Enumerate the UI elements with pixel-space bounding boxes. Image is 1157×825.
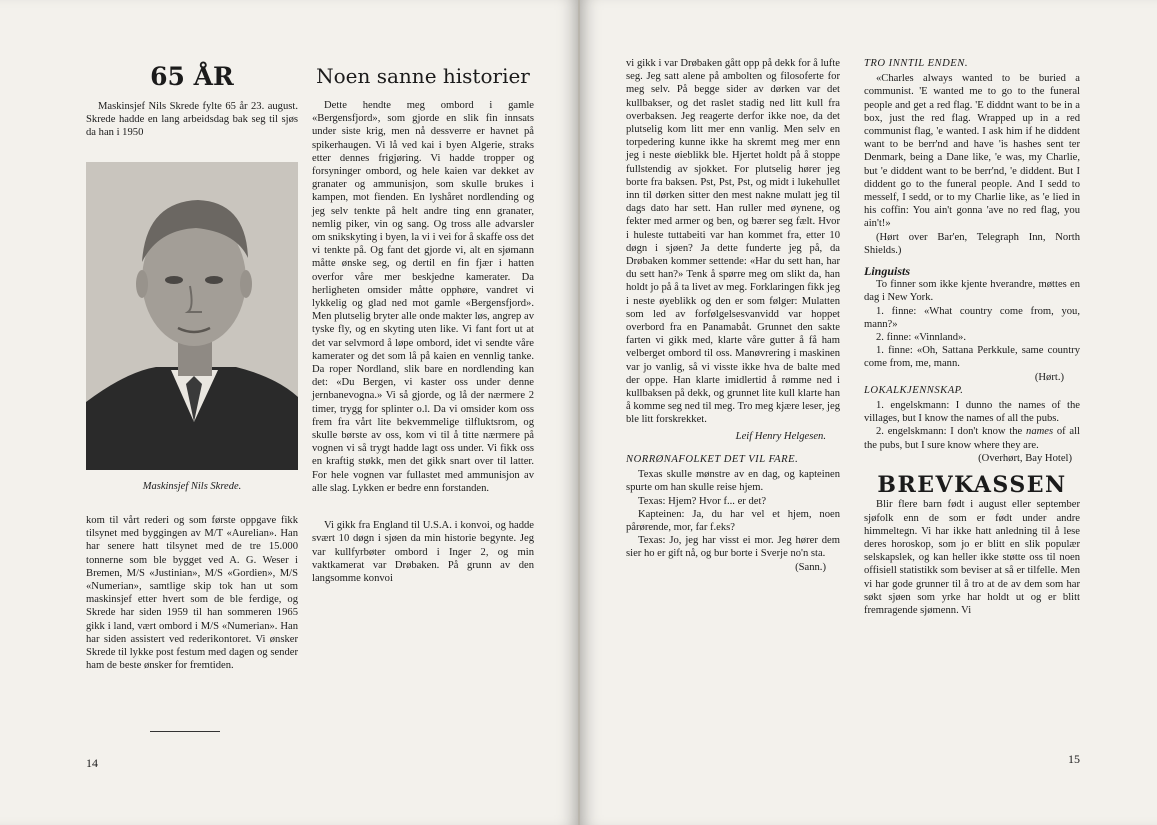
- article-stories-body: [312, 99, 534, 585]
- article-65-body-text: kom til vårt rederi og som første oppgave fikk tilsynet med byggingen av M/T «Aurelian». Han har senere hatt tilsynet med de tre 15.000 tonnerne som ble bygget ved A. G. Weser i Bremen, M/S «Justinian», M/S «Gordien», M/S «Numerian», samtlige skip tok han ut som maskinsjef etter hvert som de ble ferdige, og Skrede har siden 1959 til han sommeren 1965 gikk i land, vært ombord i M/S «Numerian». Han har siden assistert ved rederikontoret. Vi ønsker Skrede til lykke post festum med dagen og sender ham de beste ønsker for fremtiden.: [86, 515, 298, 672]
- linguists-p1: To finner som ikke kjente hverandre, møttes en dag i New York.: [864, 279, 1080, 304]
- portrait-caption: Maskinsjef Nils Skrede.: [142, 481, 242, 492]
- right-column-left: [626, 57, 840, 574]
- left-page: [0, 0, 578, 825]
- article-65-intro-text: Maskinsjef Nils Skrede fylte 65 år 23. august. Skrede hadde en lang arbeidsdag bak seg til sjøs da han i 1950: [86, 101, 298, 139]
- linguists-d1: 1. finne: «What country come from, you, mann?»: [864, 305, 1080, 330]
- lokal-title: LOKALKJENNSKAP.: [864, 384, 964, 396]
- linguists-d2: 2. finne: «Vinnland».: [876, 332, 966, 344]
- article-stories-title: Noen sanne historier: [316, 64, 530, 88]
- article-65-end-rule: [150, 731, 220, 732]
- right-page: [580, 0, 1157, 825]
- story-signature: Leif Henry Helgesen.: [735, 430, 826, 442]
- linguists-title: Linguists: [864, 264, 911, 279]
- right-column-right: [864, 57, 1080, 617]
- brevkassen-text: Blir flere barn født i august eller september sjøfolk enn de som er født under andre himmeltegn. Vi har ikke hatt anledning til å lese deres horoskop, som jo er blitt en slik populær selskapslek, og kan heller ikke støtte oss til noen offisiell statistikk som beviser at så er tilfelle. Men vi har gode grunner til å tro at de av dem som har søkt sjøen som yrke har holdt ut og er blitt fremragende sjømenn. Vi: [864, 499, 1080, 616]
- page-number-right: 15: [1068, 752, 1080, 766]
- article-65-intro: [86, 100, 298, 140]
- page-number-left: 14: [86, 756, 98, 770]
- stories-continued: vi gikk i var Drøbaken gått opp på dekk for å lufte seg. Jeg satt alene på ambolten og filosoferte for meg selv. På begge sider av dørken var det kullbakser, og det raslet stadig ned litt kull fra overbaksen. Jeg reagerte derfor ikke noe, da det plutselig kom litt mer enn vanlig. Men selv en torpedering kunne ikke ha skremt meg mer enn jeg i neste øieblikk ble. Hjertet holdt på å stoppe fullstendig av sjokket. For plutselig hører jeg borte fra baksen. Pst, Pst, Pst, og midt i lukehullet inn til dørken sitter den mest nakne mulatt jeg til dags dato har sett. Han ruller med øynene, og fekter med armer og ben, og bærer seg fælt. Hvor i huleste tuttabeiti var han kommet fra, etter 10 døgn i sjøen? Ja dette funderte jeg på, da Drøbaken kommer settende: «Har du sett han, har du sett han?» Tenk å spørre meg om slikt da, han holdt jo på å ta livet av meg. Forklaringen fikk jeg i neste øyeblikk og den er som følger: Mulatten som led av forfølgelsesvanvidd var hoppet overbord fra en Panamabåt. Grunnet den sakte farten vi gikk med, klarte våre gutter å få ham velberget ombord til oss. Manøvrering i maskinen var jo vanlig, så vi visste ikke hva de balte med der oppe. Han klarte imidlertid å rømme ned i kullbaksen på dekk, og grunnet lite kull klarte han å komme seg ned til meg. Tro meg kjære leser, jeg ble litt forskrekket.: [626, 58, 840, 426]
- brevkassen-title: BREVKASSEN: [877, 472, 1067, 499]
- tro-text: «Charles always wanted to be buried a communist. 'E wanted me to go to the funeral people and get a red flag. 'E diddnt want to be in a box, just the red flag. Wrapped up in a red communist flag, 'e wanted. I ask him if he diddent want to be berr'nd and have 'is hashes sent ter Denmark, being a Dane like, 'e was, my Charlie, but 'e diddent want to be berr'nd, 'e diddent. But I diddent go to the funeral people. And I sedd to mesself, I sedd, or to my Charlie like, as 'e lied in his coffin: You ain't gonna 'ave no red flag, you ain't!»: [864, 73, 1080, 230]
- lokal-d1: 1. engelskmann: I dunno the names of the villages, but I know the names of all the pubs.: [864, 400, 1080, 425]
- tro-title: TRO INNTIL ENDEN.: [864, 58, 968, 69]
- lokal-d2-em: names: [1026, 426, 1054, 438]
- article-65-body: [86, 514, 298, 672]
- article-65-title: 65 ÅR: [150, 62, 234, 91]
- norron-credit: (Sann.): [795, 561, 826, 573]
- portrait-illustration: [86, 162, 298, 470]
- lokal-d2-b: of all the pubs, but I sure know where they are.: [864, 426, 1080, 451]
- norron-d1: Texas: Hjem? Hvor f... er det?: [638, 495, 767, 507]
- lokal-credit: (Overhørt, Bay Hotel): [978, 452, 1072, 464]
- norron-d2: Kapteinen: Ja, du har vel et hjem, noen pårørende, mor, far f.eks?: [626, 508, 840, 533]
- norron-d3: Texas: Jo, jeg har visst ei mor. Jeg hører dem sier ho er gift nå, og bur borte i Sverje no'n sta.: [626, 535, 840, 560]
- linguists-d3: 1. finne: «Oh, Sattana Perkkule, same country come from, me, mann.: [864, 345, 1080, 370]
- linguists-credit: (Hørt.): [1034, 371, 1064, 383]
- stories-paragraph-2: Vi gikk fra England til U.S.A. i konvoi, og hadde svært 10 døgn i sjøen da min historie begynte. Jeg var kullfyrbøter ombord i Inger 2, og min vaktkamerat var Drøbaken. På grunn av den langsomme konvoi: [312, 520, 534, 584]
- tro-credit: (Hørt over Bar'en, Telegraph Inn, North Shields.): [864, 231, 1080, 256]
- norron-title: NORRØNAFOLKET DET VIL FARE.: [626, 453, 799, 465]
- lokal-d2: [864, 425, 1080, 451]
- norron-p1: Texas skulle mønstre av en dag, og kapteinen spurte om han skulle reise hjem.: [626, 469, 840, 494]
- portrait-photo: [86, 162, 298, 470]
- lokal-d2-a: 2. engelskmann: I don't know the: [876, 426, 1027, 438]
- stories-paragraph-1: Dette hendte meg ombord i gamle «Bergensfjord», som gjorde en slik fin innsats under siste krig, men nå dessverre er havnet på spikerhaugen. Vi lå ved kai i byen Algerie, straks etter dennes frigjøring. Vi hadde tropper og forsyninger ombord, og hele kaien var dekket av granater og ammunisjon, som skulle brukes i kampen, mot fienden. En lyshåret nordlending og jeg selv tenkte på helt andre ting enn granater, nemlig piker, vin og sang. Og tross alle advarsler om snikskyting i byen, la vi i vei for å skaffe oss det vi tenkte på. Og fant det gjorde vi, alt en sjømann måtte ønske seg, og dertil en fin fjær i hatten overfor våre mer beskjedne kamerater. Da herligheten omsider måtte opphøre, vandret vi lykkelig og glad ned mot gamle «Bergensfjord». Men plutselig bryter alle onde makter løs, angrep av tyske fly, og en skyting uten like. Vi fant fort ut at det var selvmord å løpe ombord, idet vi sendte våre kamerater og det som lå på kaien en vennlig tanke. Da roper Nordland, slik bare en nordlending kan det: «Du Bergen, vi kaster oss under denne jernbanevogna.» Vi så gjorde, og lå der nærmere 2 timer, trygg for splinter o.l. Da vi omsider kom oss frem fra vårt lite bekvemmelige tilfluktsrom, og skulle børste av oss, kom vi til å titte nærmere på vognen vi så trygt hadde lagt oss under. Vi fikk oss en kraftig støkk, men det gikk snart over til latter. For hele vognen var fullastet med ammunisjon av alle slag. Lykken er bedre enn forstanden.: [312, 100, 534, 494]
